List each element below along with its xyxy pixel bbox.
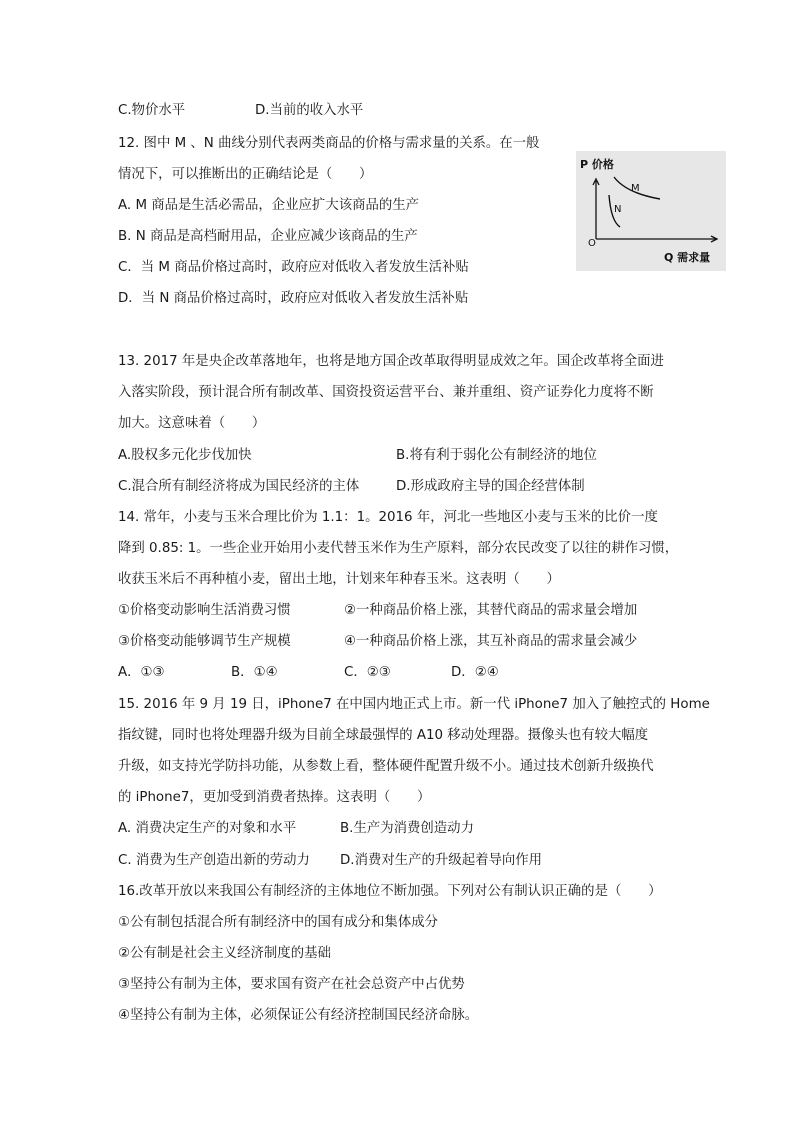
question-15-stem-line1: 15. 2016 年 9 月 19 日，iPhone7 在中国内地正式上市。新一代 iPhone7 加入了触控式的 Home	[118, 697, 710, 712]
y-axis-label: P 价格	[580, 158, 614, 171]
question-14-stem-line2: 降到 0.85: 1。一些企业开始用小麦代替玉米作为生产原料，部分农民改变了以往的耕作习惯，	[118, 541, 679, 556]
question-15-stem-line3: 升级，如支持光学防抖功能，从参数上看，整体硬件配置升级不小。通过技术创新升级换代	[118, 759, 654, 774]
question-12-option-b: B. N 商品是高档耐用品，企业应减少该商品的生产	[118, 229, 418, 244]
price-demand-figure	[576, 151, 726, 271]
question-16-statement-4: ④坚持公有制为主体，必须保证公有经济控制国民经济命脉。	[118, 1008, 479, 1023]
question-12-option-d: D．当 N 商品价格过高时，政府应对低收入者发放生活补贴	[118, 291, 469, 306]
question-16-statement-1: ①公有制包括混合所有制经济中的国有成分和集体成分	[118, 915, 438, 930]
question-14-statement-2: ②一种商品价格上涨，其替代商品的需求量会增加	[344, 603, 638, 618]
question-13-option-a: A.股权多元化步伐加快	[118, 448, 252, 463]
question-13-option-c: C.混合所有制经济将成为国民经济的主体	[118, 479, 360, 494]
question-13-stem-line3: 加大。这意味着（ ）	[118, 416, 266, 431]
question-14-stem-line3: 收获玉米后不再种植小麦，留出土地，计划来年种春玉米。这表明（ ）	[118, 572, 560, 587]
question-13-stem-line2: 入落实阶段，预计混合所有制改革、国资投资运营平台、兼并重组、资产证券化力度将不断	[118, 385, 654, 400]
question-16-stem: 16.改革开放以来我国公有制经济的主体地位不断加强。下列对公有制认识正确的是（ ）	[118, 884, 662, 899]
question-14-statement-3: ③价格变动能够调节生产规模	[118, 634, 291, 649]
question-15-option-d: D.消费对生产的升级起着导向作用	[340, 853, 543, 868]
question-16-statement-2: ②公有制是社会主义经济制度的基础	[118, 946, 331, 961]
question-15-stem-line2: 指纹键，同时也将处理器升级为目前全球最强悍的 A10 移动处理器。摄像头也有较大幅度	[118, 728, 649, 743]
question-12-option-c: C．当 M 商品价格过高时，政府应对低收入者发放生活补贴	[118, 260, 469, 275]
question-14-statement-4: ④一种商品价格上涨，其互补商品的需求量会减少	[344, 634, 638, 649]
question-16-statement-3: ③坚持公有制为主体，要求国有资产在社会总资产中占优势	[118, 977, 465, 992]
question-14-option-a: A．①③	[118, 665, 165, 680]
question-15-option-c: C. 消费为生产创造出新的劳动力	[118, 853, 310, 868]
x-axis-label: Q 需求量	[664, 251, 711, 264]
curve-m-label: M	[631, 183, 640, 194]
curve-n-label: N	[614, 204, 622, 215]
question-15-stem-line4: 的 iPhone7，更加受到消费者热捧。这表明（ ）	[118, 790, 431, 805]
question-14-stem-line1: 14. 常年，小麦与玉米合理比价为 1.1：1。2016 年，河北一些地区小麦与玉米的比价一度	[118, 510, 658, 525]
question-12-stem-line1: 12. 图中 M 、N 曲线分别代表两类商品的价格与需求量的关系。在一般	[118, 136, 540, 151]
question-14-statement-1: ①价格变动影响生活消费习惯	[118, 603, 291, 618]
question-14-option-b: B．①④	[231, 665, 278, 680]
question-14-option-d: D．②④	[451, 665, 499, 680]
question-12-option-a: A. M 商品是生活必需品，企业应扩大该商品的生产	[118, 198, 420, 213]
question-13-option-d: D.形成政府主导的国企经营体制	[396, 479, 585, 494]
option-c: C.物价水平	[118, 103, 186, 118]
question-13-stem-line1: 13. 2017 年是央企改革落地年，也将是地方国企改革取得明显成效之年。国企改革将全面进	[118, 354, 664, 369]
question-15-option-b: B.生产为消费创造动力	[340, 821, 474, 836]
question-12-stem-line2: 情况下，可以推断出的正确结论是（ ）	[118, 167, 373, 182]
question-14-option-c: C．②③	[344, 665, 391, 680]
origin-label: O	[588, 238, 596, 249]
question-13-option-b: B.将有利于弱化公有制经济的地位	[396, 448, 597, 463]
question-15-option-a: A. 消费决定生产的对象和水平	[118, 821, 297, 836]
option-d: D.当前的收入水平	[255, 103, 364, 118]
